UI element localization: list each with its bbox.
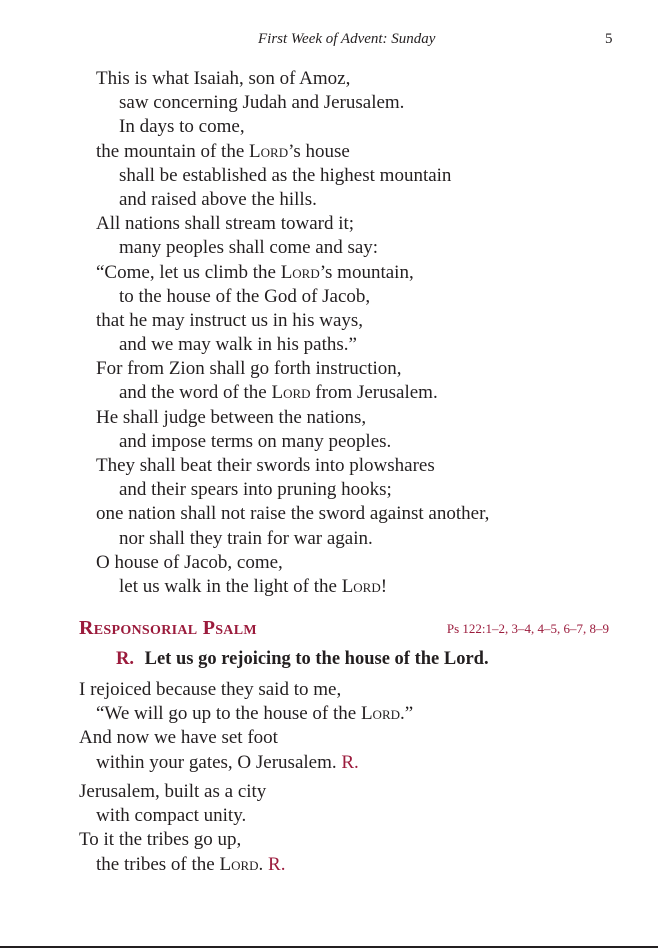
verse-text: They shall beat their swords into plowshares xyxy=(96,455,435,476)
verse-text: that he may instruct us in his ways, xyxy=(96,309,364,331)
verse-line xyxy=(79,853,609,877)
divine-name: Lord xyxy=(360,703,401,725)
page-number: 5 xyxy=(605,31,613,47)
verse-text: O house of Jacob, come, xyxy=(96,551,283,573)
verse-line xyxy=(96,236,616,260)
response-mark: R. xyxy=(116,649,134,669)
verse-text: To it the tribes go up, xyxy=(79,829,242,851)
divine-name: Lord xyxy=(249,140,289,162)
verse-text: and their spears into pruning hooks; xyxy=(119,479,392,501)
verse-text: For from Zion shall go forth instruction, xyxy=(96,358,402,380)
verse-line xyxy=(96,285,616,309)
verse-text: one nation shall not raise the sword against another, xyxy=(96,503,490,525)
reading-text xyxy=(96,67,616,599)
verse-text: and impose terms on many peoples. xyxy=(119,430,392,452)
divine-name: Lord xyxy=(341,575,381,597)
verse-line xyxy=(96,115,616,139)
verse-line xyxy=(96,551,616,575)
verse-line xyxy=(96,406,616,430)
verse-line xyxy=(96,164,616,188)
verse-text: with compact unity. xyxy=(96,805,247,827)
verse-text: and the word of the xyxy=(119,382,272,404)
response-marker: R. xyxy=(341,751,359,773)
verse-text: He shall judge between the nations, xyxy=(96,406,367,428)
verse-text: . xyxy=(258,853,264,875)
running-head-title: First Week of Advent: Sunday xyxy=(258,31,436,47)
verse-line xyxy=(96,261,616,285)
verse-text: And now we have set foot xyxy=(79,727,278,749)
divine-name: Lord xyxy=(280,261,320,283)
psalm-heading xyxy=(79,617,609,641)
verse-text: This is what Isaiah, son of Amoz, xyxy=(96,68,351,89)
verse-text: shall be established as the highest mountain xyxy=(119,164,452,186)
psalm-stanza-1 xyxy=(79,678,609,775)
verse-line xyxy=(79,804,609,828)
verse-text: the tribes of the xyxy=(96,853,220,875)
psalm-stanza-2 xyxy=(79,780,609,877)
verse-line xyxy=(79,678,609,702)
verse-text: many peoples shall come and say: xyxy=(119,237,379,259)
verse-line xyxy=(96,527,616,551)
verse-text: saw concerning Judah and Jerusalem. xyxy=(119,92,405,114)
verse-text: nor shall they train for war again. xyxy=(119,527,373,549)
verse-line xyxy=(96,140,616,164)
verse-text: “We will go up to the house of the xyxy=(96,703,361,725)
verse-line xyxy=(96,309,616,333)
running-head xyxy=(0,31,658,51)
psalm-reference: Ps 122:1–2, 3–4, 4–5, 6–7, 8–9 xyxy=(446,621,609,636)
verse-line xyxy=(96,430,616,454)
verse-text: from Jerusalem. xyxy=(310,382,438,404)
verse-text: the mountain of the xyxy=(96,140,250,162)
verse-text: .” xyxy=(400,703,414,725)
verse-text: All nations shall stream toward it; xyxy=(96,213,355,235)
verse-line xyxy=(79,828,609,852)
psalm-title: Responsorial Psalm xyxy=(79,617,257,639)
verse-text: ’s mountain, xyxy=(319,261,414,283)
verse-line xyxy=(96,188,616,212)
verse-text: and raised above the hills. xyxy=(119,188,317,210)
verse-text: In days to come, xyxy=(119,116,245,138)
verse-text: and we may walk in his paths.” xyxy=(119,334,357,356)
verse-text: Jerusalem, built as a city xyxy=(79,781,267,802)
verse-line xyxy=(96,91,616,115)
verse-line xyxy=(96,478,616,502)
divine-name: Lord xyxy=(219,853,259,875)
verse-line xyxy=(96,575,616,599)
verse-text: ! xyxy=(380,575,388,597)
verse-text: I rejoiced because they said to me, xyxy=(79,679,342,700)
divine-name: Lord xyxy=(271,382,311,404)
verse-line xyxy=(96,357,616,381)
verse-line xyxy=(96,381,616,405)
verse-line xyxy=(79,702,609,726)
response-text: Let us go rejoicing to the house of the Lord. xyxy=(144,649,489,669)
verse-line xyxy=(79,780,609,804)
verse-line xyxy=(79,751,609,775)
verse-line xyxy=(96,333,616,357)
response-marker: R. xyxy=(268,853,286,875)
verse-text: “Come, let us climb the xyxy=(96,261,281,283)
verse-line xyxy=(96,212,616,236)
psalm-response xyxy=(116,649,489,670)
verse-text: let us walk in the light of the xyxy=(119,575,342,597)
verse-line xyxy=(79,726,609,750)
verse-text: to the house of the God of Jacob, xyxy=(119,285,371,307)
verse-text: within your gates, O Jerusalem. xyxy=(96,751,337,773)
verse-line xyxy=(96,67,616,91)
verse-line xyxy=(96,502,616,526)
verse-text: ’s house xyxy=(288,140,350,162)
verse-line xyxy=(96,454,616,478)
